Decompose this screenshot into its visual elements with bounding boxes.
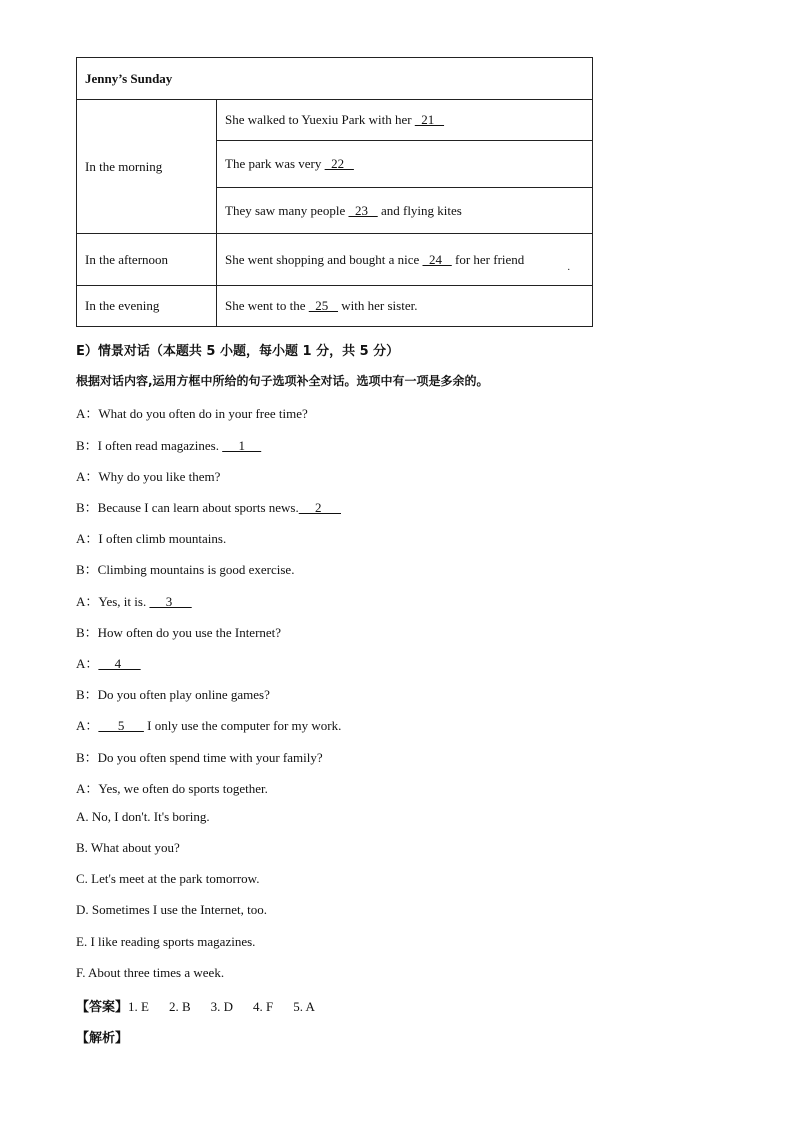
- afternoon-row: She went shopping and bought a nice 24 for her friend .: [217, 234, 593, 286]
- option-f: F. About three times a week.: [76, 965, 225, 980]
- dialogue-line: A：Yes, it is. 3: [76, 594, 192, 609]
- dialogue-blank-3: 3: [149, 594, 192, 609]
- answer-item: 3. D: [210, 999, 234, 1014]
- blank-21: 21: [414, 112, 445, 127]
- evening-row: She went to the 25 with her sister.: [217, 286, 593, 327]
- morning-row-2: The park was very 22: [217, 141, 593, 188]
- section-instruction: 根据对话内容,运用方框中所给的句子选项补全对话。选项中有一项是多余的。: [76, 374, 489, 388]
- table-title: Jenny’s Sunday: [77, 58, 593, 100]
- option-e: E. I like reading sports magazines.: [76, 934, 256, 949]
- dialogue-line: B：Climbing mountains is good exercise.: [76, 562, 295, 577]
- dialogue-line: B：I often read magazines. 1: [76, 438, 262, 453]
- morning-row-3: They saw many people 23 and flying kites: [217, 188, 593, 234]
- dialogue-line: A：Yes, we often do sports together.: [76, 781, 268, 796]
- section-heading: E）情景对话（本题共 5 小题，每小题 1 分，共 5 分）: [76, 344, 400, 359]
- answer-item: 2. B: [168, 999, 191, 1014]
- blank-23: 23: [348, 202, 378, 218]
- dialogue-line: A： 5 I only use the computer for my work.: [76, 718, 342, 733]
- blank-24: 24: [422, 251, 452, 267]
- answer-item: 4. F: [253, 999, 274, 1014]
- answer-item: 5. A: [293, 999, 315, 1014]
- option-d: D. Sometimes I use the Internet, too.: [76, 902, 267, 917]
- dialogue-line: B：Because I can learn about sports news. 2: [76, 500, 341, 515]
- afternoon-label: In the afternoon: [77, 234, 217, 286]
- dialogue-line: A：I often climb mountains.: [76, 531, 227, 546]
- dialogue-blank-2: 2: [298, 500, 341, 515]
- dialogue-line: A：What do you often do in your free time?: [76, 406, 308, 421]
- dialogue-line: A：Why do you like them?: [76, 469, 221, 484]
- morning-row-1: She walked to Yuexiu Park with her 21: [217, 100, 593, 141]
- dialogue-blank-5: 5: [98, 718, 144, 733]
- dialogue-blank-1: 1: [222, 438, 262, 453]
- dialogue-line: A： 4: [76, 656, 141, 671]
- analysis-label: 【解析】: [76, 1031, 129, 1046]
- option-b: B. What about you?: [76, 840, 180, 855]
- blank-22: 22: [324, 156, 354, 171]
- dialogue-line: B：Do you often spend time with your family?: [76, 750, 323, 765]
- jennys-sunday-table: [76, 57, 593, 327]
- morning-label: In the morning: [77, 100, 217, 234]
- option-c: C. Let's meet at the park tomorrow.: [76, 871, 260, 886]
- blank-25: 25: [308, 298, 339, 313]
- option-a: A. No, I don't. It's boring.: [76, 809, 210, 824]
- answer-item: 1. E: [128, 999, 149, 1014]
- dialogue-line: B：How often do you use the Internet?: [76, 625, 282, 640]
- answer-line: [76, 996, 335, 1015]
- trailing-dot: .: [567, 261, 570, 273]
- evening-label: In the evening: [77, 286, 217, 327]
- dialogue-line: B：Do you often play online games?: [76, 687, 270, 702]
- dialogue-blank-4: 4: [98, 656, 141, 671]
- answer-label: 【答案】: [76, 1000, 129, 1015]
